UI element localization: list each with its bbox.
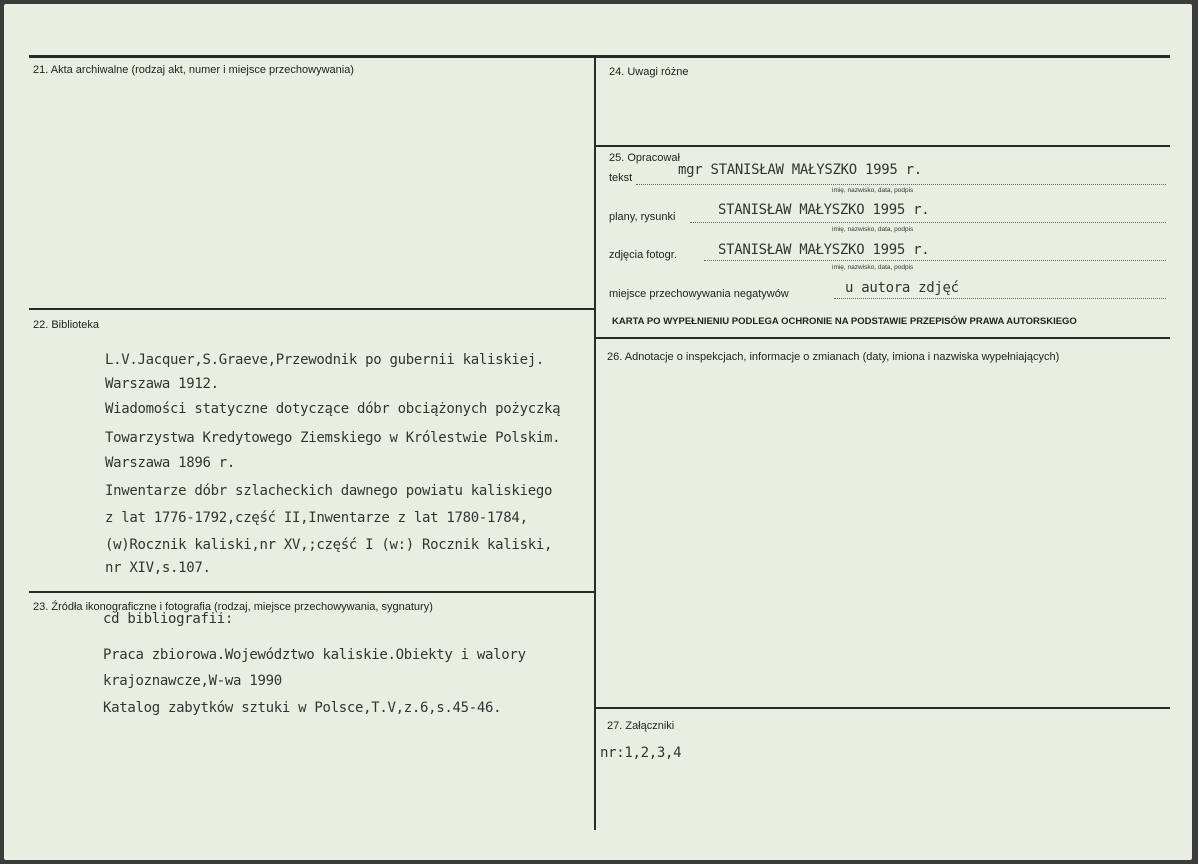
tekst-dotted-line [636,184,1166,185]
zdjecia-label: zdjęcia fotogr. [609,249,677,261]
plany-dotted-line [690,222,1166,223]
section-25-label: 25. Opracował [609,152,680,164]
bibliography-line: Warszawa 1896 r. [105,455,236,471]
tekst-value: mgr STANISŁAW MAŁYSZKO 1995 r. [678,162,922,178]
bibliography-line: L.V.Jacquer,S.Graeve,Przewodnik po gubernii kaliskiej. [105,352,544,368]
section-24-label: 24. Uwagi różne [609,66,689,78]
tekst-caption: imię, nazwisko, data, podpis [832,187,914,194]
plany-value: STANISŁAW MAŁYSZKO 1995 r. [718,202,930,218]
section-23-label: 23. Źródła ikonograficzne i fotografia (rodzaj, miejsce przechowywania, sygnatury) [33,601,433,613]
bibliography-line: z lat 1776-1792,część II,Inwentarze z lat 1780-1784, [105,510,528,526]
sources-line: krajoznawcze,W-wa 1990 [103,673,282,689]
zdjecia-caption: imię, nazwisko, data, podpis [832,264,914,271]
sources-line: cd bibliografii: [103,611,234,627]
bibliography-line: nr XIV,s.107. [105,560,211,576]
copyright-notice: KARTA PO WYPEŁNIENIU PODLEGA OCHRONIE NA PODSTAWIE PRZEPISÓW PRAWA AUTORSKIEGO [612,316,1077,327]
section-22-label: 22. Biblioteka [33,319,100,331]
plany-label: plany, rysunki [609,211,676,223]
bibliography-line: (w)Rocznik kaliski,nr XV,;część I (w:) Rocznik kaliski, [105,537,553,553]
tekst-label: tekst [609,172,633,184]
section-27-label: 27. Załączniki [607,720,675,732]
sources-line: Praca zbiorowa.Województwo kaliskie.Obiekty i walory [103,647,526,663]
zdjecia-value: STANISŁAW MAŁYSZKO 1995 r. [718,242,930,258]
bibliography-line: Wiadomości statyczne dotyczące dóbr obciążonych pożyczką [105,401,561,417]
section-21-label: 21. Akta archiwalne (rodzaj akt, numer i miejsce przechowywania) [33,64,354,76]
section-26-label: 26. Adnotacje o inspekcjach, informacje o zmianach (daty, imiona i nazwiska wypełniających) [607,351,1060,363]
top-rule [29,55,1170,58]
bibliography-line: Inwentarze dóbr szlacheckich dawnego powiatu kaliskiego [105,483,553,499]
attachments-value: nr:1,2,3,4 [600,745,682,761]
middle-divider [594,55,596,830]
negatives-dotted-line [834,298,1166,299]
sources-line: Katalog zabytków sztuki w Polsce,T.V,z.6,s.45-46. [103,700,502,716]
negatives-label: miejsce przechowywania negatywów [609,288,789,300]
bibliography-line: Warszawa 1912. [105,376,219,392]
zdjecia-dotted-line [704,260,1166,261]
rule-22-23 [29,591,595,593]
rule-21-22 [29,308,595,310]
rule-25-26 [596,337,1170,339]
bibliography-line: Towarzystwa Kredytowego Ziemskiego w Królestwie Polskim. [105,430,561,446]
plany-caption: imię, nazwisko, data, podpis [832,226,914,233]
negatives-value: u autora zdjęć [845,280,959,296]
rule-24-25 [596,145,1170,147]
rule-26-27 [596,707,1170,709]
